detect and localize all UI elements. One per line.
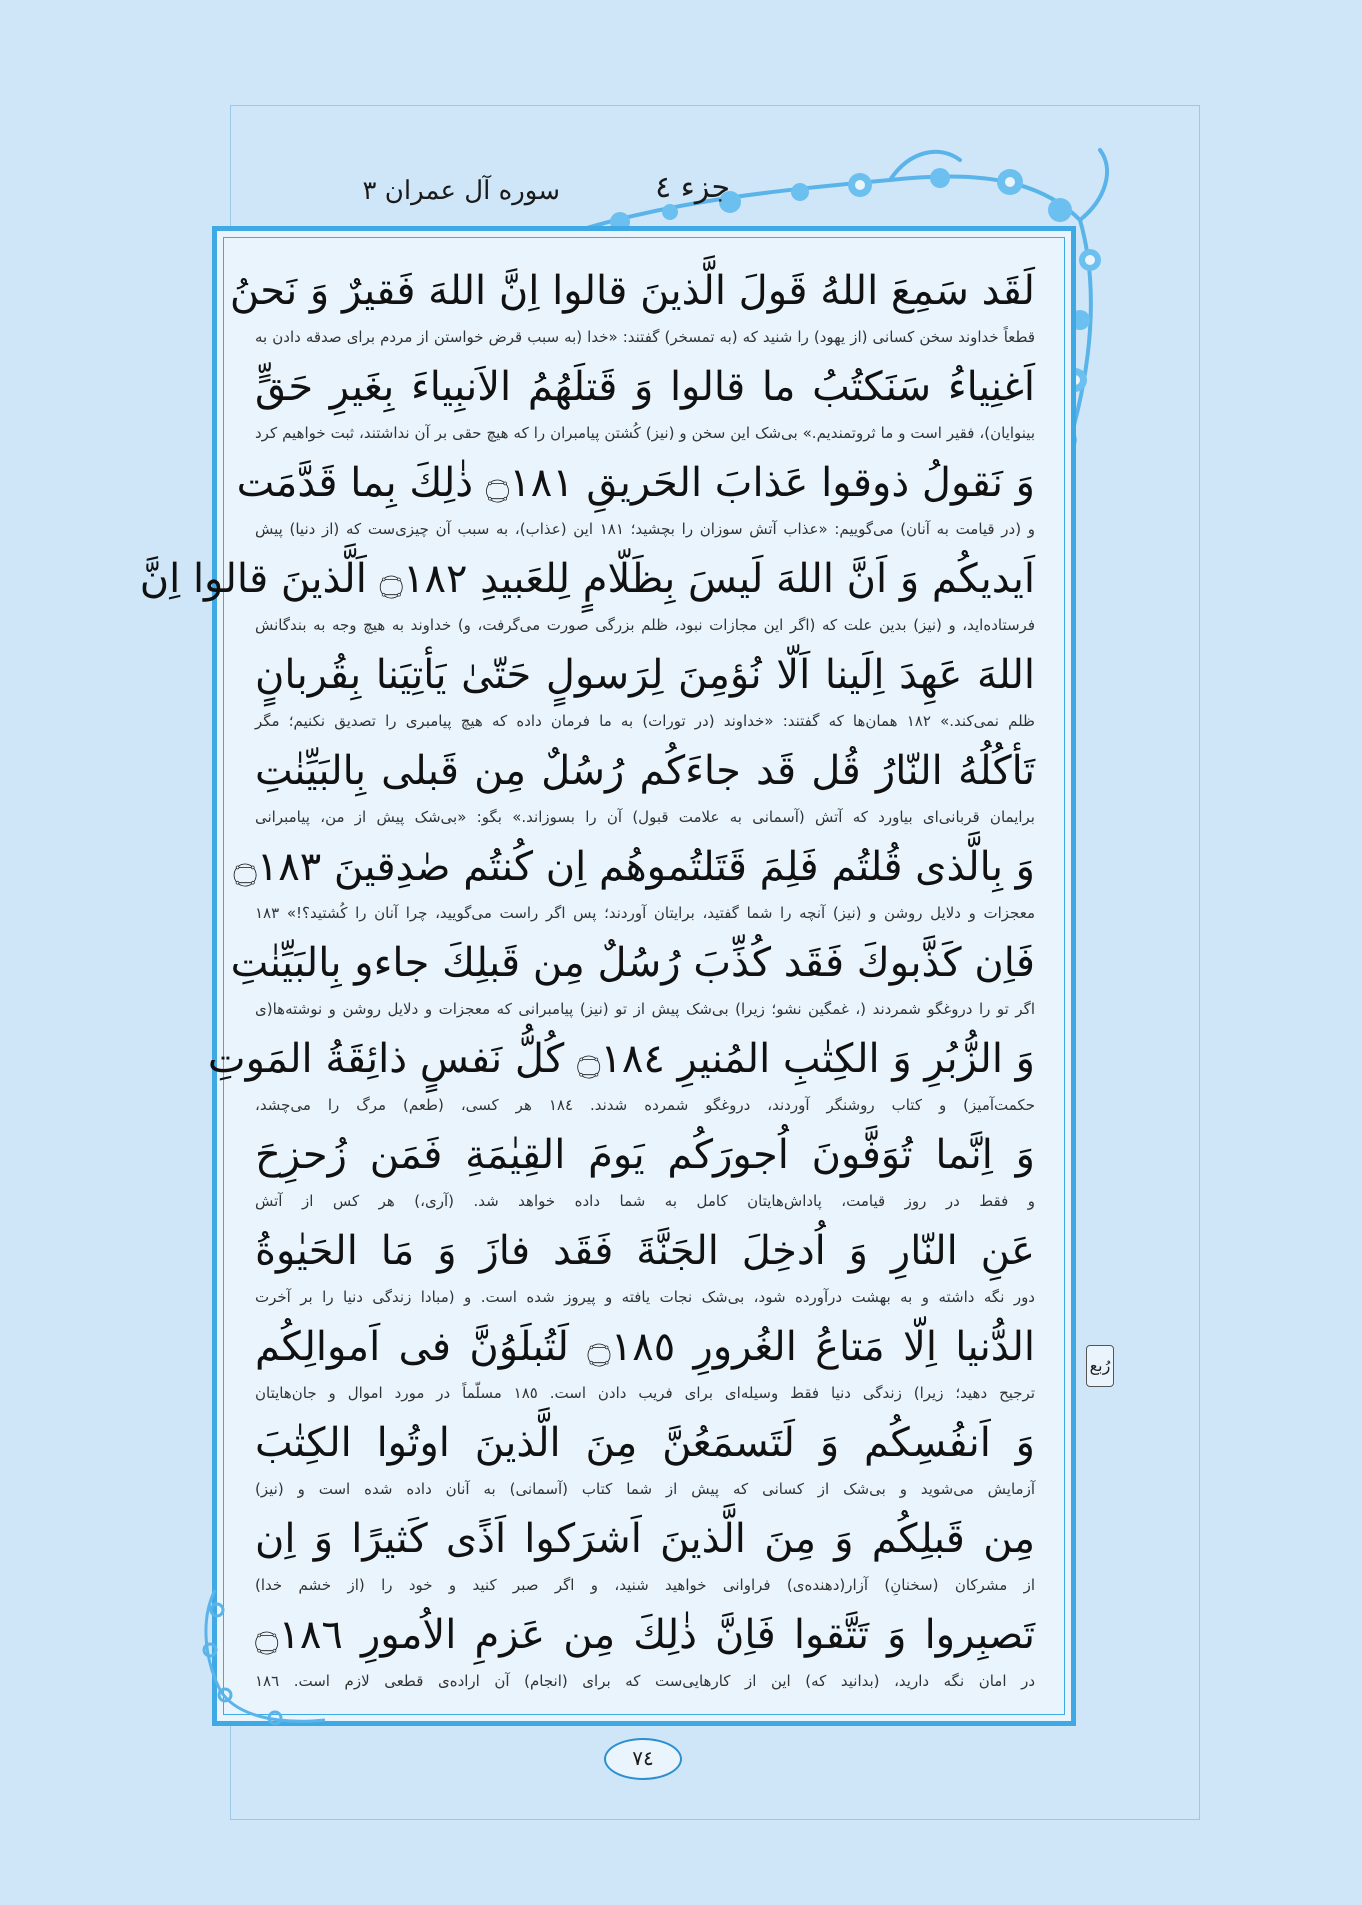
- arabic-text: وَ اِنَّما تُوَفَّونَ اُجورَکُم یَومَ القِیٰمَةِ فَمَن زُحزِحَ: [255, 1132, 1035, 1178]
- rub-marker: رُبع: [1086, 1345, 1114, 1387]
- page-header: [330, 170, 730, 220]
- persian-translation: معجزات و دلایل روشن و (نیز) آنچه را شما گفتید، برایتان آوردند؛ پس اگر راست می‌گویید، چرا آنان را کُشتید؟!» ١٨٣: [255, 904, 1035, 922]
- persian-translation: اگر تو را دروغگو شمردند (، غمگین نشو؛ زیرا) بی‌شک پیش از تو (نیز) پیامبرانی که معجزات و دلایل روشن و نوشته‌ها(ی: [255, 1000, 1035, 1018]
- persian-translation: و (در قیامت به آنان) می‌گوییم: «عذاب آتش سوزان را بچشید؛ ١٨١ این (عذاب)، به سبب آن چیزی‌ست که (از دنیا) پیش: [255, 520, 1035, 538]
- verse-line: [255, 1316, 1035, 1412]
- sura-label: سوره آل عمران ٣: [362, 176, 560, 206]
- persian-translation: فرستاده‌اید، و (نیز) بدین علت که (اگر این مجازات نبود، ظلم بزرگی صورت می‌گرفت، و) خداوند به هیچ وجه به بندگانش: [255, 616, 1035, 634]
- verse-line: [236, 452, 1035, 548]
- persian-translation: حکمت‌آمیز) و کتاب روشنگر آوردند، دروغگو شمرده شدند. ١٨٤ هر کسی، (طعم) مرگ را می‌چشد،: [255, 1096, 1035, 1114]
- verse-line: [207, 1028, 1035, 1124]
- arabic-text: وَ الزُّبُرِ وَ الکِتٰبِ المُنیرِ ۝١٨٤ کُلُّ نَفسٍ ذائِقَةُ المَوتِ: [207, 1036, 1035, 1082]
- arabic-text: اَغنِیاءُ سَنَکتُبُ ما قالوا وَ قَتلَهُمُ الاَنبِیاءَ بِغَیرِ حَقٍّ: [255, 364, 1035, 410]
- verse-line: [255, 1412, 1035, 1508]
- verse-line: [255, 1604, 1035, 1700]
- arabic-text: تَأکُلُهُ النّارُ قُل قَد جاءَکُم رُسُلٌ مِن قَبلی بِالبَیِّنٰتِ: [255, 748, 1035, 794]
- persian-translation: بینوایان)، فقیر است و ما ثروتمندیم.» بی‌شک این سخن و (نیز) کُشتن پیامبران را که هیچ حقی بر آن نداشتند، ثبت خواهیم کرد: [255, 424, 1035, 442]
- verse-line: [139, 548, 1035, 644]
- persian-translation: آزمایش می‌شوید و بی‌شک از کسانی که پیش از شما کتاب (آسمانی) به آنان داده شده است و (نیز): [255, 1480, 1035, 1498]
- arabic-text: تَصبِروا وَ تَتَّقوا فَاِنَّ ذٰلِكَ مِن عَزمِ الاُمورِ ۝١٨٦: [255, 1612, 1035, 1658]
- persian-translation: و فقط در روز قیامت، پاداش‌هایتان کامل به شما داده خواهد شد. (آری،) هر کس از آتش: [255, 1192, 1035, 1210]
- arabic-text: اَیدیکُم وَ اَنَّ اللهَ لَیسَ بِظَلّامٍ لِلعَبیدِ ۝١٨٢ اَلَّذینَ قالوا اِنَّ: [139, 556, 1035, 602]
- verse-line: [229, 260, 1035, 356]
- persian-translation: ظلم نمی‌کند.» ١٨٢ همان‌ها که گفتند: «خداوند (در تورات) به ما فرمان داده که هیچ پیامبری را تصدیق نکنیم؛ مگر: [255, 712, 1035, 730]
- verse-line: [230, 932, 1035, 1028]
- persian-translation: در امان نگه دارید، (بدانید که) این از کارهایی‌ست که برای (انجام) آن اراده‌ی قطعی لازم است. ١٨٦: [255, 1672, 1035, 1690]
- juz-label: جزء ٤: [655, 170, 730, 205]
- verse-line: [233, 836, 1035, 932]
- verse-line: [255, 1124, 1035, 1220]
- verses-block: [139, 260, 1035, 1700]
- arabic-text: لَقَد سَمِعَ اللهُ قَولَ الَّذینَ قالوا اِنَّ اللهَ فَقیرٌ وَ نَحنُ: [229, 268, 1035, 314]
- page-number: ٧٤: [604, 1738, 682, 1780]
- persian-translation: قطعاً خداوند سخن کسانی (از یهود) را شنید که (به تمسخر) گفتند: «خدا (به سبب قرض خواستن از مردم برای صدقه دادن به: [255, 328, 1035, 346]
- arabic-text: الدُّنیا اِلّا مَتاعُ الغُرورِ ۝١٨٥ لَتُبلَوُنَّ فی اَموالِکُم: [255, 1324, 1035, 1370]
- verse-line: [255, 644, 1035, 740]
- arabic-text: وَ نَقولُ ذوقوا عَذابَ الحَریقِ ۝١٨١ ذٰلِكَ بِما قَدَّمَت: [236, 460, 1035, 506]
- persian-translation: ترجیح دهید؛ زیرا) زندگی دنیا فقط وسیله‌ای برای فریب دادن است. ١٨٥ مسلّماً در مورد اموال و جان‌هایتان: [255, 1384, 1035, 1402]
- verse-line: [255, 1508, 1035, 1604]
- verse-line: [255, 356, 1035, 452]
- persian-translation: دور نگه داشته و به بهشت درآورده شود، بی‌شک نجات یافته و پیروز شده است. و (مبادا زندگی دنیا را بر آخرت: [255, 1288, 1035, 1306]
- verse-line: [255, 740, 1035, 836]
- arabic-text: وَ بِالَّذی قُلتُم فَلِمَ قَتَلتُموهُم اِن کُنتُم صٰدِقینَ ۝١٨٣: [233, 844, 1035, 890]
- verse-line: [255, 1220, 1035, 1316]
- persian-translation: از مشرکان (سخنانِ) آزار(دهنده‌ی) فراوانی خواهید شنید، و اگر صبر کنید و خود را (از خشم خدا): [255, 1576, 1035, 1594]
- arabic-text: مِن قَبلِکُم وَ مِنَ الَّذینَ اَشرَکوا اَذًی کَثیرًا وَ اِن: [255, 1516, 1035, 1562]
- arabic-text: اللهَ عَهِدَ اِلَینا اَلّا نُؤمِنَ لِرَسولٍ حَتّیٰ یَأتِیَنا بِقُربانٍ: [255, 652, 1035, 698]
- arabic-text: وَ اَنفُسِکُم وَ لَتَسمَعُنَّ مِنَ الَّذینَ اوتُوا الکِتٰبَ: [255, 1420, 1035, 1466]
- persian-translation: برایمان قربانی‌ای بیاورد که آتش (آسمانی به علامت قبول) آن را بسوزاند.» بگو: «بی‌شک پیش از من، پیامبرانی: [255, 808, 1035, 826]
- arabic-text: فَاِن کَذَّبوكَ فَقَد کُذِّبَ رُسُلٌ مِن قَبلِكَ جاءو بِالبَیِّنٰتِ: [230, 940, 1035, 986]
- arabic-text: عَنِ النّارِ وَ اُدخِلَ الجَنَّةَ فَقَد فازَ وَ مَا الحَیٰوةُ: [255, 1228, 1035, 1274]
